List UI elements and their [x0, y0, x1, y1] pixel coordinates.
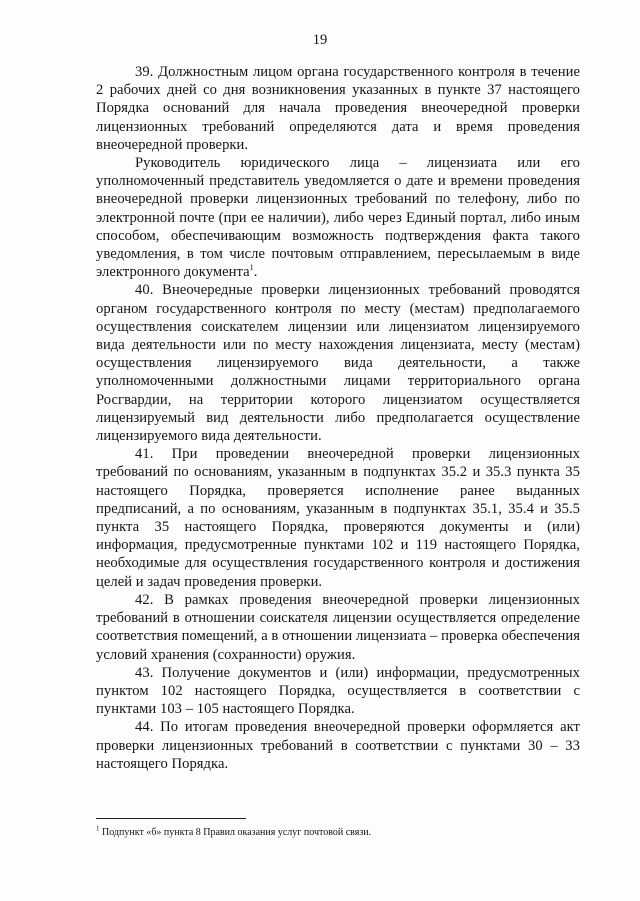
- paragraph-notification-end: .: [253, 264, 258, 281]
- body-text: [96, 63, 580, 773]
- paragraph-43: 43. Получение документов и (или) информации, предусмотренных пунктом 102 настоящего Порядка, осуществляется в соответствии с пунктами 103 – 105 настоящего Порядка.: [96, 664, 580, 718]
- paragraph-44: 44. По итогам проведения внеочередной проверки оформляется акт проверки лицензионных требований в соответствии с пунктами 30 – 33 настоящего Порядка.: [96, 719, 580, 772]
- paragraph-39: 39. Должностным лицом органа государственного контроля в течение 2 рабочих дней со дня возникновения указанных в пункте 37 настоящего Порядка оснований для начала проведения внеочередной проверки лицензионных требований определяются дата и время проведения внеочередной проверки.: [96, 64, 580, 153]
- paragraph-notification: [96, 154, 580, 281]
- paragraph-41: 41. При проведении внеочередной проверки лицензионных требований по основаниям, указанным в подпунктах 35.2 и 35.3 пункта 35 настоящего Порядка, проверяется исполнение ранее выданных предписаний, а по основаниям, указанным в подпунктах 35.1, 35.4 и 35.5 пункта 35 настоящего Порядка, проверяются документы и (или) информация, предусмотренные пунктами 102 и 119 настоящего Порядка, необходимые для осуществления государственного контроля и достижения целей и задач проведения проверки.: [96, 446, 580, 590]
- page-number: 19: [312, 32, 328, 48]
- paragraph-notification-text: Руководитель юридического лица – лицензиата или его уполномоченный представитель уведомляется о дате и времени проведения внеочередной проверки лицензионных требований по телефону, либо по электронной почте (при ее наличии), либо через Единый портал, либо иным способом, обеспечивающим возможность подтверждения факта такого уведомления, в том числе почтовым отправлением, пересылаемым в виде электронного документа: [96, 155, 580, 281]
- footnote-separator: [96, 818, 246, 819]
- paragraph-42: 42. В рамках проведения внеочередной проверки лицензионных требований в отношении соискателя лицензии осуществляется определение соответствия помещений, а в отношении лицензиата – проверка обеспечения условий хранения (сохранности) оружия.: [96, 591, 580, 663]
- footnote-reference[interactable]: 1: [249, 263, 254, 273]
- footnote: [96, 826, 580, 839]
- footnote-marker: 1: [96, 824, 100, 833]
- footnote-text: Подпункт «б» пункта 8 Правил оказания услуг почтовой связи.: [99, 827, 372, 838]
- paragraph-40: 40. Внеочередные проверки лицензионных требований проводятся органом государственного контроля по месту (местам) предполагаемого осуществления соискателем лицензии или лицензиатом лицензируемого вида деятельности или по месту нахождения лицензиата, месту (местам) осуществления лицензируемого вида деятельности, а также уполномоченными должностными лицами территориального органа Росгвардии, на территории которого лицензиатом осуществляется лицензируемый вид деятельности либо предполагается осуществление лицензируемого вида деятельности.: [96, 282, 580, 445]
